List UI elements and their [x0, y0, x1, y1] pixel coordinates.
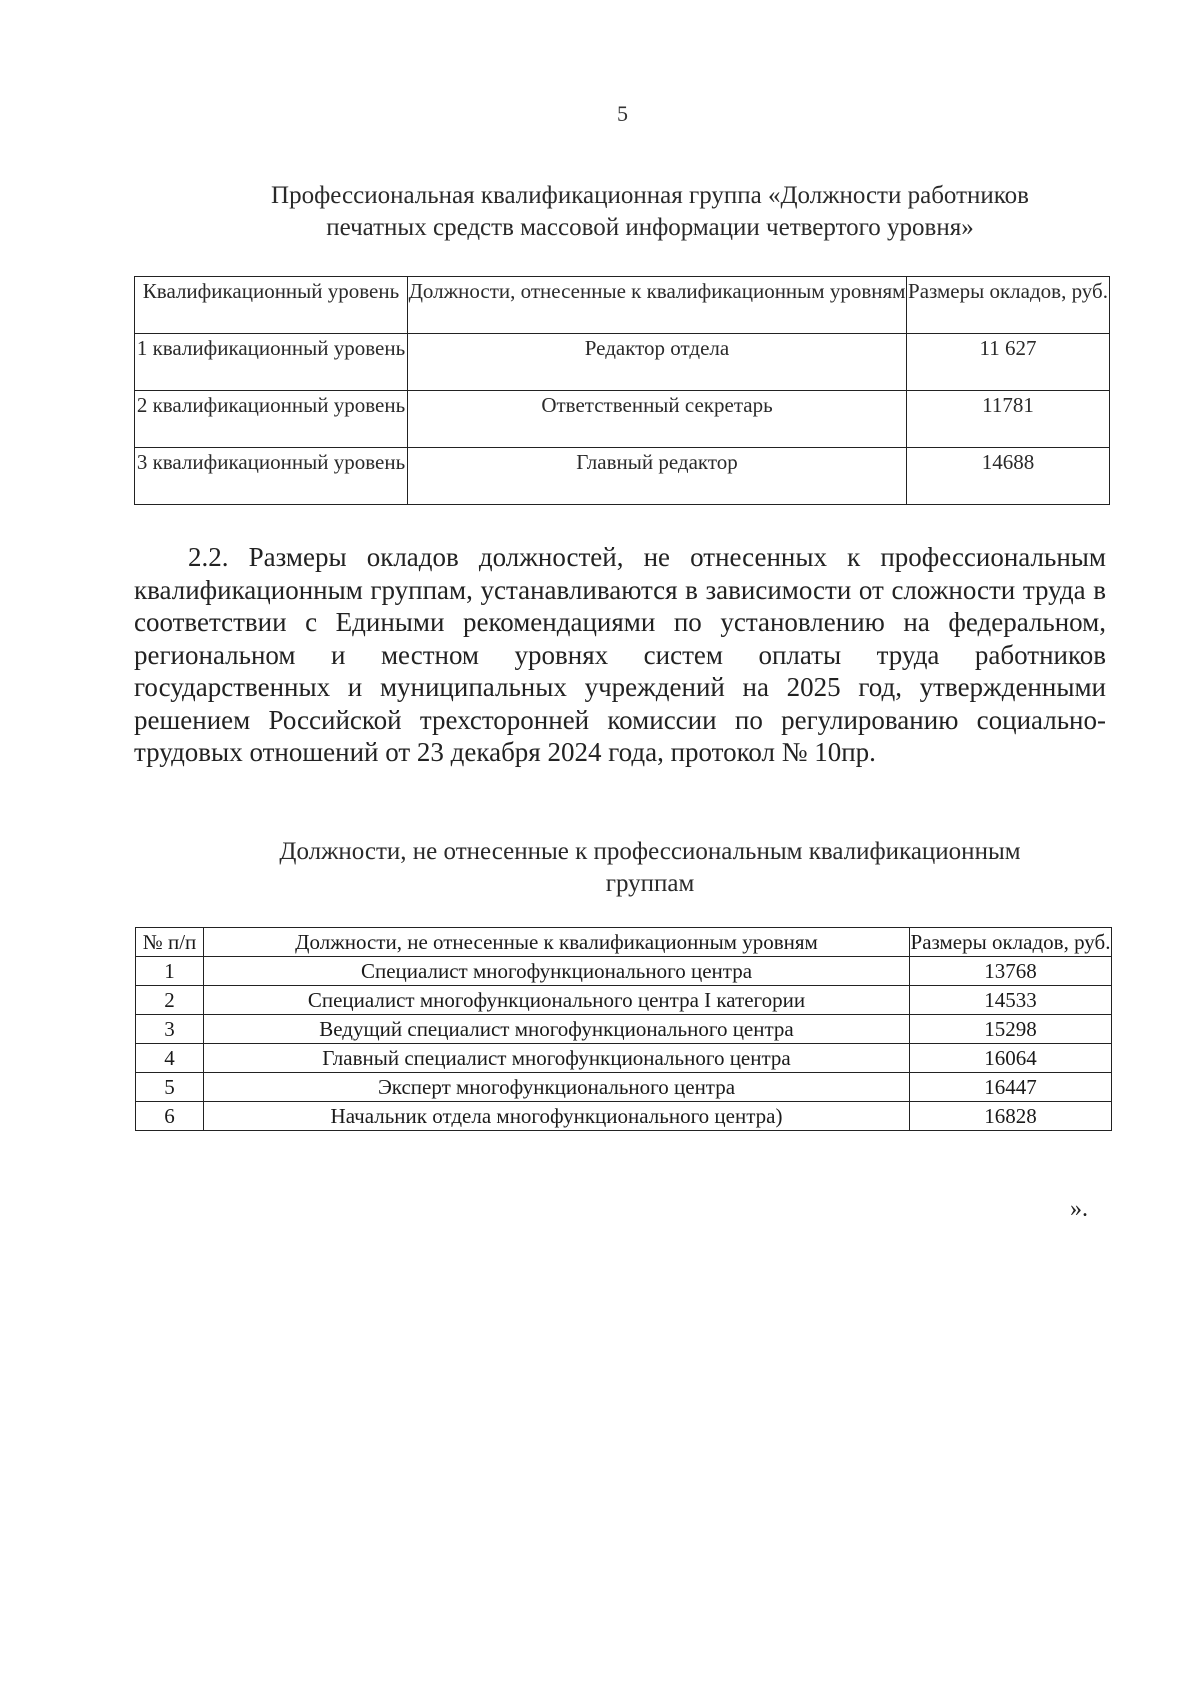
cell-salary: 14688	[907, 448, 1110, 505]
cell-salary: 16447	[910, 1073, 1112, 1102]
header-positions: Должности, отнесенные к квалификационным уровням	[408, 277, 907, 334]
cell-number: 2	[136, 986, 204, 1015]
cell-position: Специалист многофункционального центра	[204, 957, 910, 986]
header-number: № п/п	[136, 928, 204, 957]
section1-heading	[200, 180, 1100, 244]
cell-position: Начальник отдела многофункционального центра)	[204, 1102, 910, 1131]
cell-salary: 14533	[910, 986, 1112, 1015]
header-salary: Размеры окладов, руб.	[910, 928, 1112, 957]
closing-quote-mark: ».	[1070, 1196, 1088, 1222]
non-qualified-positions-table	[135, 927, 1112, 1131]
cell-position: Специалист многофункционального центра I категории	[204, 986, 910, 1015]
table-row	[136, 1044, 1112, 1073]
section1-heading-line2: печатных средств массовой информации четвертого уровня»	[326, 214, 974, 241]
cell-number: 3	[136, 1015, 204, 1044]
cell-salary: 11 627	[907, 334, 1110, 391]
table-row	[136, 1015, 1112, 1044]
cell-level: 1 квалификационный уровень	[135, 334, 408, 391]
table-row	[136, 957, 1112, 986]
cell-position: Главный специалист многофункционального центра	[204, 1044, 910, 1073]
paragraph-text: 2.2. Размеры окладов должностей, не отнесенных к профессиональным квалификационным группам, устанавливаются в зависимости от сложности труда в соответствии с Едиными рекомендациями по установлению на федеральном, региональном и местном уровнях систем оплаты труда работников государственных и муниципальных учреждений на 2025 год, утвержденными решением Российской трехсторонней комиссии по регулированию социально-трудовых отношений от 23 декабря 2024 года, протокол № 10пр.	[134, 542, 1106, 767]
cell-number: 5	[136, 1073, 204, 1102]
section2-heading-line2: группам	[605, 870, 695, 897]
cell-salary: 16064	[910, 1044, 1112, 1073]
cell-position: Эксперт многофункционального центра	[204, 1073, 910, 1102]
section1-heading-line1: Профессиональная квалификационная группа «Должности работников	[271, 182, 1029, 209]
table-row	[135, 391, 1110, 448]
cell-position: Редактор отдела	[408, 334, 907, 391]
section2-heading-line1: Должности, не отнесенные к профессиональным квалификационным	[279, 838, 1021, 865]
table-row	[135, 334, 1110, 391]
table-row	[136, 1073, 1112, 1102]
page-number: 5	[617, 101, 628, 126]
section2-heading	[210, 836, 1090, 900]
table-row	[135, 448, 1110, 505]
qualification-levels-table	[134, 276, 1110, 505]
table-row	[136, 986, 1112, 1015]
cell-level: 3 квалификационный уровень	[135, 448, 408, 505]
cell-number: 6	[136, 1102, 204, 1131]
table-row	[136, 1102, 1112, 1131]
body-paragraph	[134, 541, 1106, 769]
header-salary: Размеры окладов, руб.	[907, 277, 1110, 334]
header-positions: Должности, не отнесенные к квалификационным уровням	[204, 928, 910, 957]
cell-salary: 16828	[910, 1102, 1112, 1131]
header-qualification-level: Квалификационный уровень	[135, 277, 408, 334]
cell-salary: 13768	[910, 957, 1112, 986]
cell-level: 2 квалификационный уровень	[135, 391, 408, 448]
cell-number: 4	[136, 1044, 204, 1073]
cell-position: Ответственный секретарь	[408, 391, 907, 448]
table-header-row	[135, 277, 1110, 334]
cell-salary: 11781	[907, 391, 1110, 448]
table-header-row	[136, 928, 1112, 957]
cell-number: 1	[136, 957, 204, 986]
cell-position: Главный редактор	[408, 448, 907, 505]
cell-position: Ведущий специалист многофункционального центра	[204, 1015, 910, 1044]
cell-salary: 15298	[910, 1015, 1112, 1044]
